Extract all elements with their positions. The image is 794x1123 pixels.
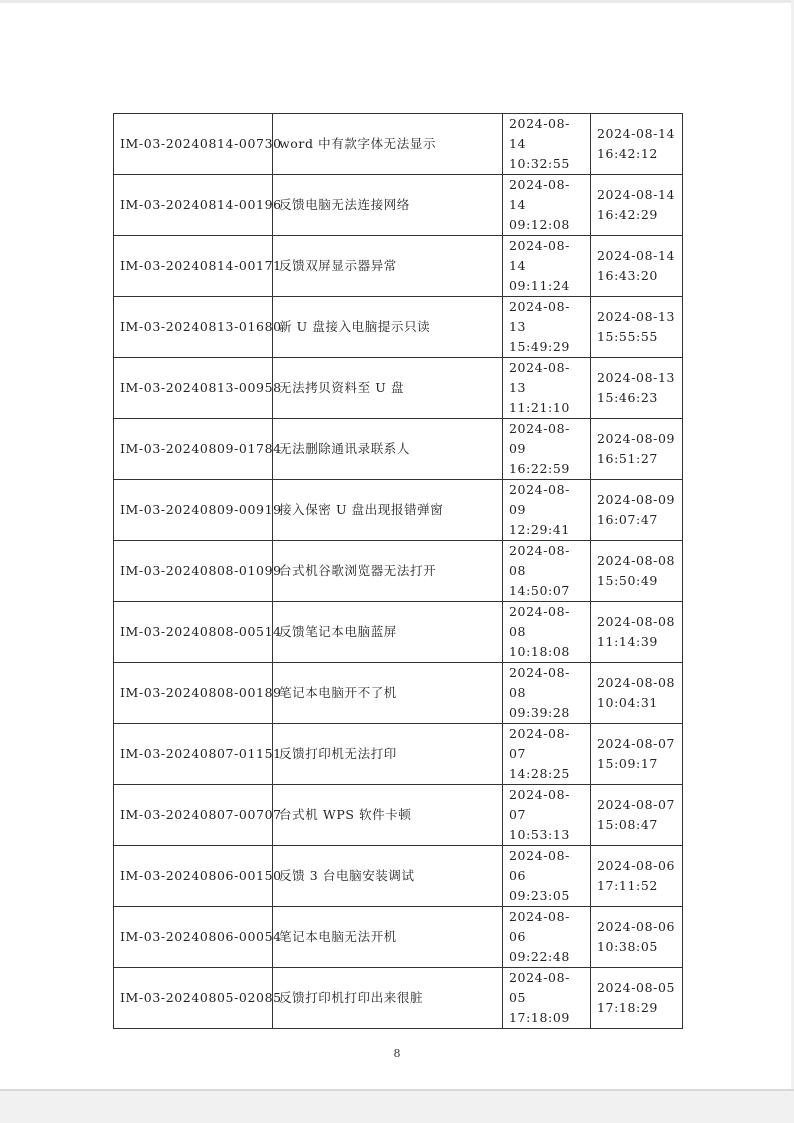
ticket-id: IM-03-20240806-00054: [114, 907, 273, 968]
issue-description: 无法拷贝资料至 U 盘: [273, 358, 503, 419]
end-time: 2024-08-14 16:42:29: [591, 175, 683, 236]
scan-edge-bottom: [0, 1089, 794, 1123]
ticket-id: IM-03-20240814-00196: [114, 175, 273, 236]
ticket-id: IM-03-20240808-00514: [114, 602, 273, 663]
end-time: 2024-08-14 16:42:12: [591, 114, 683, 175]
end-time: 2024-08-08 11:14:39: [591, 602, 683, 663]
issue-description: 反馈打印机打印出来很脏: [273, 968, 503, 1029]
end-time: 2024-08-07 15:09:17: [591, 724, 683, 785]
issue-description: 无法删除通讯录联系人: [273, 419, 503, 480]
table-row: [114, 968, 683, 1029]
ticket-id: IM-03-20240813-00958: [114, 358, 273, 419]
start-time: 2024-08-07 10:53:13: [503, 785, 591, 846]
table-row: [114, 907, 683, 968]
end-time: 2024-08-08 15:50:49: [591, 541, 683, 602]
page-number: 8: [393, 1047, 401, 1060]
start-time: 2024-08-14 09:12:08: [503, 175, 591, 236]
end-time: 2024-08-13 15:55:55: [591, 297, 683, 358]
issue-description: 反馈双屏显示器异常: [273, 236, 503, 297]
records-table: [113, 113, 683, 1029]
table-row: [114, 541, 683, 602]
issue-description: 反馈笔记本电脑蓝屏: [273, 602, 503, 663]
issue-description: 笔记本电脑无法开机: [273, 907, 503, 968]
start-time: 2024-08-13 15:49:29: [503, 297, 591, 358]
issue-description: 笔记本电脑开不了机: [273, 663, 503, 724]
end-time: 2024-08-09 16:07:47: [591, 480, 683, 541]
issue-description: 反馈电脑无法连接网络: [273, 175, 503, 236]
end-time: 2024-08-06 17:11:52: [591, 846, 683, 907]
issue-description: 新 U 盘接入电脑提示只读: [273, 297, 503, 358]
ticket-id: IM-03-20240807-00707: [114, 785, 273, 846]
table-row: [114, 358, 683, 419]
table-row: [114, 663, 683, 724]
issue-description: word 中有款字体无法显示: [273, 114, 503, 175]
ticket-id: IM-03-20240813-01680: [114, 297, 273, 358]
table-row: [114, 419, 683, 480]
start-time: 2024-08-07 14:28:25: [503, 724, 591, 785]
table-row: [114, 236, 683, 297]
start-time: 2024-08-14 10:32:55: [503, 114, 591, 175]
ticket-id: IM-03-20240808-01099: [114, 541, 273, 602]
table-row: [114, 175, 683, 236]
end-time: 2024-08-09 16:51:27: [591, 419, 683, 480]
end-time: 2024-08-08 10:04:31: [591, 663, 683, 724]
start-time: 2024-08-09 12:29:41: [503, 480, 591, 541]
start-time: 2024-08-09 16:22:59: [503, 419, 591, 480]
table-row: [114, 602, 683, 663]
issue-description: 接入保密 U 盘出现报错弹窗: [273, 480, 503, 541]
start-time: 2024-08-08 14:50:07: [503, 541, 591, 602]
start-time: 2024-08-08 09:39:28: [503, 663, 591, 724]
start-time: 2024-08-14 09:11:24: [503, 236, 591, 297]
issue-description: 台式机 WPS 软件卡顿: [273, 785, 503, 846]
issue-description: 台式机谷歌浏览器无法打开: [273, 541, 503, 602]
scan-edge-top: [0, 0, 794, 3]
issue-description: 反馈 3 台电脑安装调试: [273, 846, 503, 907]
end-time: 2024-08-14 16:43:20: [591, 236, 683, 297]
start-time: 2024-08-06 09:23:05: [503, 846, 591, 907]
ticket-id: IM-03-20240807-01151: [114, 724, 273, 785]
start-time: 2024-08-08 10:18:08: [503, 602, 591, 663]
ticket-id: IM-03-20240809-00919: [114, 480, 273, 541]
table-row: [114, 480, 683, 541]
table-row: [114, 724, 683, 785]
ticket-id: IM-03-20240805-02085: [114, 968, 273, 1029]
ticket-id: IM-03-20240814-00171: [114, 236, 273, 297]
ticket-id: IM-03-20240808-00189: [114, 663, 273, 724]
start-time: 2024-08-05 17:18:09: [503, 968, 591, 1029]
end-time: 2024-08-07 15:08:47: [591, 785, 683, 846]
end-time: 2024-08-13 15:46:23: [591, 358, 683, 419]
table-row: [114, 785, 683, 846]
table-row: [114, 846, 683, 907]
ticket-id: IM-03-20240814-00730: [114, 114, 273, 175]
start-time: 2024-08-06 09:22:48: [503, 907, 591, 968]
ticket-id: IM-03-20240809-01784: [114, 419, 273, 480]
table-row: [114, 297, 683, 358]
table-row: [114, 114, 683, 175]
end-time: 2024-08-06 10:38:05: [591, 907, 683, 968]
end-time: 2024-08-05 17:18:29: [591, 968, 683, 1029]
start-time: 2024-08-13 11:21:10: [503, 358, 591, 419]
issue-description: 反馈打印机无法打印: [273, 724, 503, 785]
ticket-id: IM-03-20240806-00150: [114, 846, 273, 907]
